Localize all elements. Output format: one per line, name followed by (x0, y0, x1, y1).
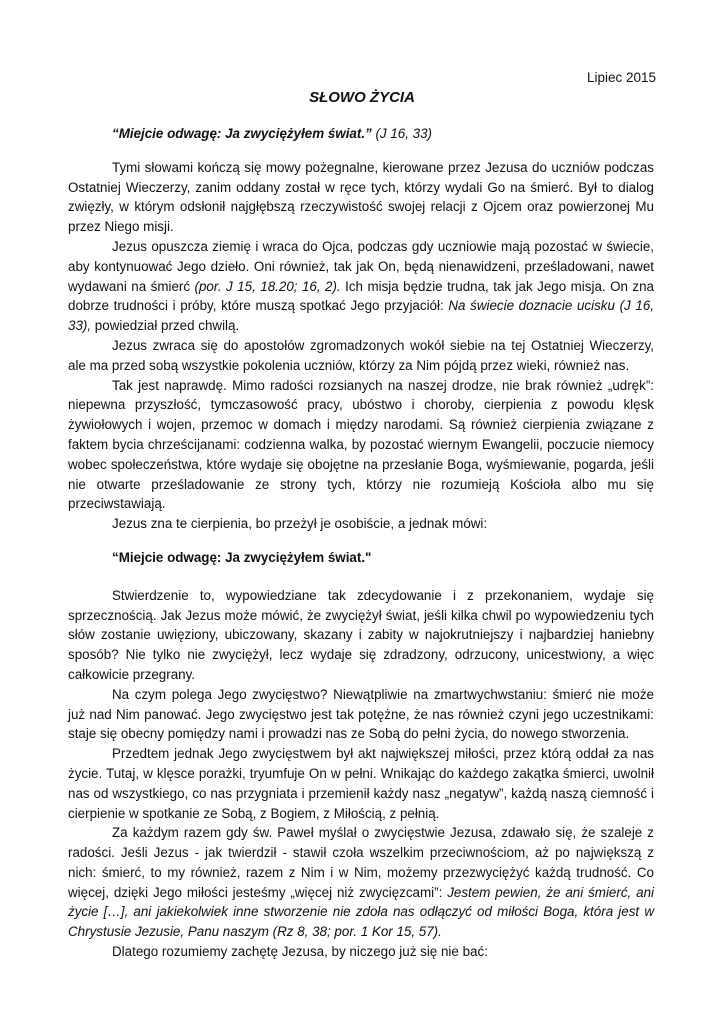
paragraph-9: Za każdym razem gdy św. Paweł myślał o zwycięstwie Jezusa, zdawało się, że szaleje z radości. Jeśli Jezus - jak twierdził - stawił czoła wszelkim przeciwnościom, aż po największą z nich: śmierć, to my również, razem z Nim i w Nim, możemy przezwyciężyć każdą trudność. Co więcej, dzięki Jego miłości jesteśmy „więcej niż zwycięzcami”: Jestem pewien, że ani śmierć, ani życie […], ani jakiekolwiek inne stworzenie nie zdoła nas odłączyć od miłości Boga, która jest w Chrystusie Jezusie, Panu naszym (Rz 8, 38; por. 1 Kor 15, 57). (68, 825, 655, 940)
paragraph-1: Tymi słowami kończą się mowy pożegnalne, kierowane przez Jezusa do uczniów podczas Ostatniej Wieczerzy, zanim oddany został w ręce tych, którzy wydali Go na śmierć. Był to dialog zwięzły, w którym odsłonił najgłębszą rzeczywistość swojej relacji z Ojcem oraz powierzonej Mu przez Niego misji. (68, 159, 654, 235)
motto (68, 124, 654, 144)
motto-quote: “Miejcie odwagę: Ja zwyciężyłem świat.” (112, 126, 372, 141)
page-title: SŁOWO ŻYCIA (309, 89, 415, 106)
paragraph-8: Przedtem jednak Jego zwycięstwem był akt największej miłości, przez którą oddał za nas życie. Tutaj, w klęsce porażki, tryumfuje On w pełni. Wnikając do każdego zakątka śmierci, uwolnił nas od wszystkiego, co nas przygniata i przemienił każdy nasz „negatyw”, każdą naszą ciemność i cierpienie w spotkanie ze Sobą, z Bogiem, z Miłością, z pełnią. (68, 746, 654, 821)
paragraph-7: Na czym polega Jego zwycięstwo? Niewątpliwie na zmartwychwstaniu: śmierć nie może już nad Nim panować. Jego zwycięstwo jest tak potężne, że nas również czyni jego uczestnikami: staje się obecny pomiędzy nami i prowadzi nas ze Sobą do pełni życia, do nowego stworzenia. (68, 686, 654, 742)
date: Lipiec 2015 (586, 70, 656, 85)
motto-reference: (J 16, 33) (371, 126, 433, 141)
paragraph-4: Tak jest naprawdę. Mimo radości rozsianych na naszej drodze, nie brak również „udręk”: niepewna przyszłość, tymczasowość pracy, ubóstwo i choroby, cierpienia z powodu klęsk żywiołowych i wojen, przemoc w domach i między narodami. Są również cierpienia związane z faktem bycia chrześcijanami: codzienna walka, by pozostać wiernym Ewangelii, poczucie niemocy wobec społeczeństwa, które wydaje się obojętne na przesłanie Boga, wyśmiewanie, pogarda, jeśli nie otwarte prześladowanie ze strony tych, którzy nie rozumieją Kościoła albo mu się przeciwstawiają. (68, 377, 654, 512)
paragraph-6: Stwierdzenie to, wypowiedziane tak zdecydowanie i z przekonaniem, wydaje się sprzecznością. Jak Jezus może mówić, że zwyciężył świat, jeśli kilka chwil po wypowiedzeniu tych słów zostanie uwięziony, ubiczowany, skazany i zabity w najokrutniejszy i najbardziej haniebny sposób? Nie tylko nie zwyciężył, lecz wydaje się zdradzony, odrzucony, unicestwiony, a więc całkowicie przegrany. (68, 587, 654, 682)
paragraph-2: Jezus opuszcza ziemię i wraca do Ojca, podczas gdy uczniowie mają pozostać w świecie, aby kontynuować Jego dzieło. Oni również, tak jak On, będą nienawidzeni, prześladowani, nawet wydawani na śmierć (por. J 15, 18.20; 16, 2). Ich misja będzie trudna, tak jak Jego misja. On zna dobrze trudności i próby, które muszą spotkać Jego przyjaciół: Na świecie doznacie ucisku (J 16, 33), powiedział przed chwilą. (68, 238, 654, 334)
paragraph-10: Dlatego rozumiemy zachętę Jezusa, by niczego już się nie bać: (112, 944, 488, 960)
quote-2: “Miejcie odwagę: Ja zwyciężyłem świat." (112, 549, 372, 565)
paragraph-3: Jezus zwraca się do apostołów zgromadzonych wokół siebie na tej Ostatniej Wieczerzy, ale ma przed sobą wszystkie pokolenia uczniów, którzy za Nim pójdą przez wieki, również nas. (68, 337, 654, 373)
paragraph-5: Jezus zna te cierpienia, bo przeżył je osobiście, a jednak mówi: (112, 516, 488, 532)
document-body (68, 124, 654, 962)
